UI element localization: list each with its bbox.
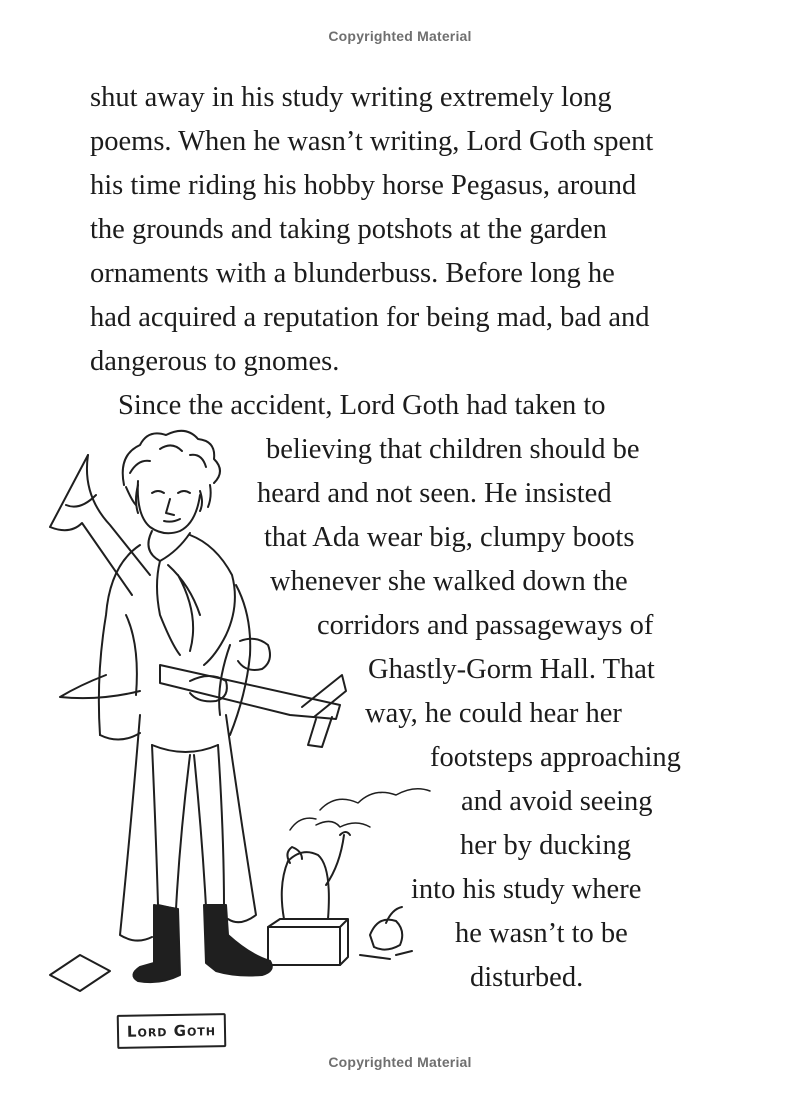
text-line: his time riding his hobby horse Pegasus, around	[90, 170, 637, 201]
text-line: that Ada wear big, clumpy boots	[264, 522, 635, 553]
text-line: he wasn’t to be	[455, 918, 628, 949]
text-line: disturbed.	[470, 962, 584, 993]
text-line: heard and not seen. He insisted	[257, 478, 612, 509]
text-line: and avoid seeing	[461, 786, 653, 817]
face	[136, 481, 202, 533]
text-line: ornaments with a blunderbuss. Before long he	[90, 258, 615, 289]
text-line: into his study where	[411, 874, 642, 905]
text-line: corridors and passageways of	[317, 610, 654, 641]
text-line: her by ducking	[460, 830, 631, 861]
text-line: poems. When he wasn’t writing, Lord Goth spent	[90, 126, 654, 157]
illustration-caption	[117, 1013, 227, 1049]
text-line: shut away in his study writing extremely long	[90, 82, 612, 113]
text-line: believing that children should be	[266, 434, 640, 465]
floor-paper	[50, 955, 110, 991]
text-line: way, he could hear her	[365, 698, 622, 729]
hands	[190, 639, 270, 702]
text-line: footsteps approaching	[430, 742, 681, 773]
caption-text: Lord Goth	[126, 1021, 217, 1041]
gnome-statue	[268, 832, 350, 965]
text-line: had acquired a reputation for being mad, bad and	[90, 302, 650, 333]
blunderbuss	[50, 455, 346, 747]
boots	[133, 905, 271, 982]
lord-goth-illustration	[40, 415, 460, 1015]
cravat	[148, 531, 234, 665]
text-line: Since the accident, Lord Goth had taken to	[118, 390, 606, 421]
text-line: the grounds and taking potshots at the garden	[90, 214, 607, 245]
copyright-footer: Copyrighted Material	[328, 1054, 472, 1070]
smoke	[290, 789, 430, 830]
text-line: Ghastly-Gorm Hall. That	[368, 654, 655, 685]
text-line: whenever she walked down the	[270, 566, 628, 597]
copyright-header: Copyrighted Material	[328, 28, 472, 44]
legs	[152, 745, 224, 909]
gnome-head	[360, 907, 412, 959]
text-line: dangerous to gnomes.	[90, 346, 340, 377]
